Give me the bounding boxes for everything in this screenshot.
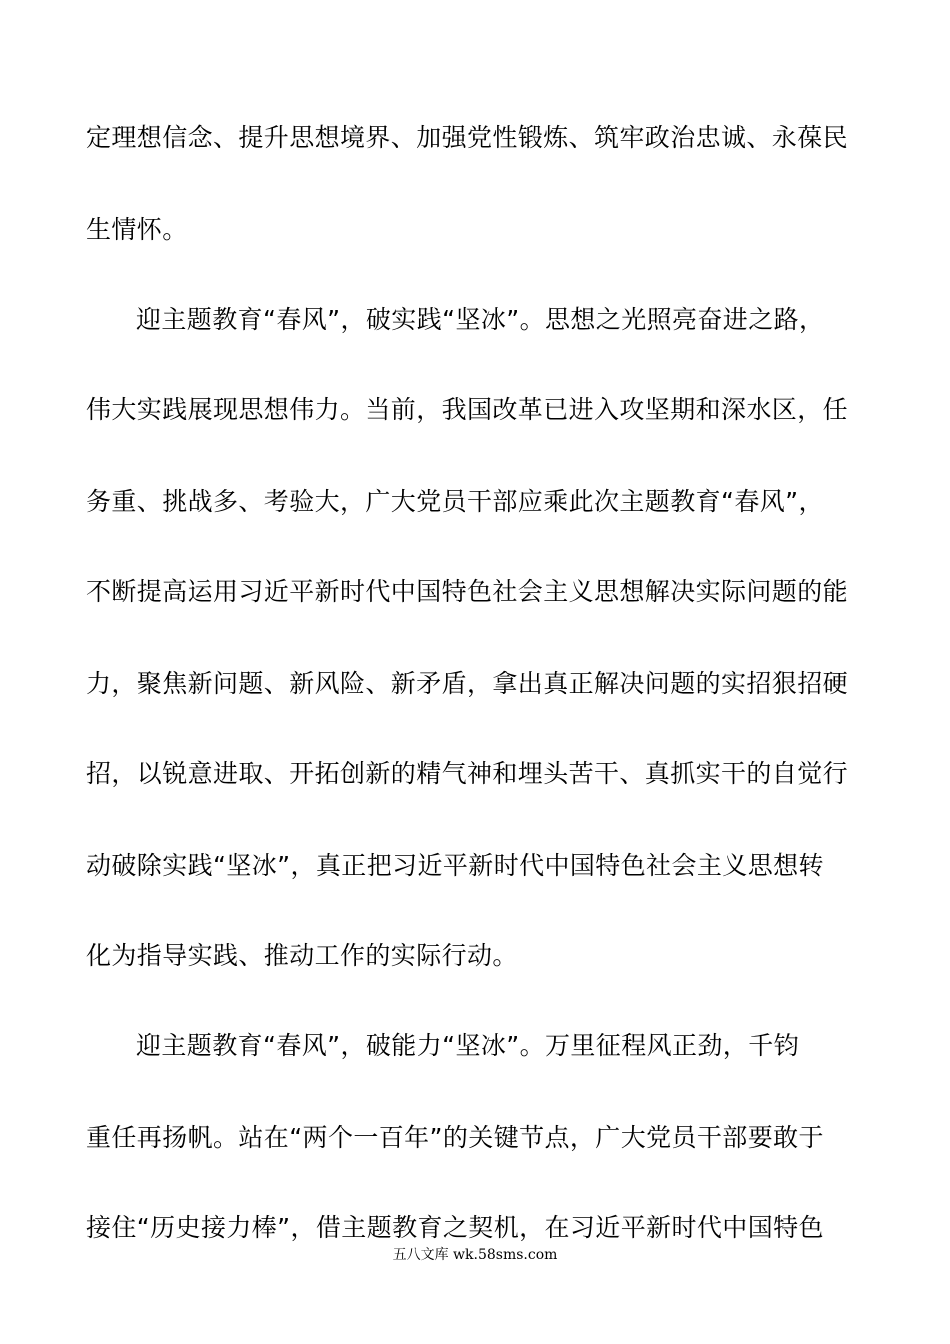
text-line-4: 伟大实践展现思想伟力。当前，我国改革已进入攻坚期和深水区，任 (86, 395, 849, 424)
text-line-10: 化为指导实践、推动工作的实际行动。 (86, 941, 518, 970)
text-line-11: 迎主题教育“春风”，破能力“坚冰”。万里征程风正劲，千钧 (136, 1031, 800, 1060)
text-line-13: 接住“历史接力棒”，借主题教育之契机，在习近平新时代中国特色 (86, 1213, 824, 1242)
text-line-8: 招，以锐意进取、开拓创新的精气神和埋头苦干、真抓实干的自觉行 (86, 759, 849, 788)
text-line-12: 重任再扬帆。站在“两个一百年”的关键节点，广大党员干部要敢于 (86, 1123, 824, 1152)
text-line-1: 定理想信念、提升思想境界、加强党性锻炼、筑牢政治忠诚、永葆民 (86, 123, 849, 152)
text-line-6: 不断提高运用习近平新时代中国特色社会主义思想解决实际问题的能 (86, 577, 849, 606)
text-line-5: 务重、挑战多、考验大，广大党员干部应乘此次主题教育“春风”， (86, 487, 824, 516)
footer-watermark: 五八文库 wk.58sms.com (392, 1247, 558, 1263)
text-line-2: 生情怀。 (86, 215, 188, 244)
text-line-9: 动破除实践“坚冰”，真正把习近平新时代中国特色社会主义思想转 (86, 851, 824, 880)
text-line-7: 力，聚焦新问题、新风险、新矛盾，拿出真正解决问题的实招狠招硬 (86, 669, 849, 698)
text-line-3: 迎主题教育“春风”，破实践“坚冰”。思想之光照亮奋进之路， (136, 305, 825, 334)
